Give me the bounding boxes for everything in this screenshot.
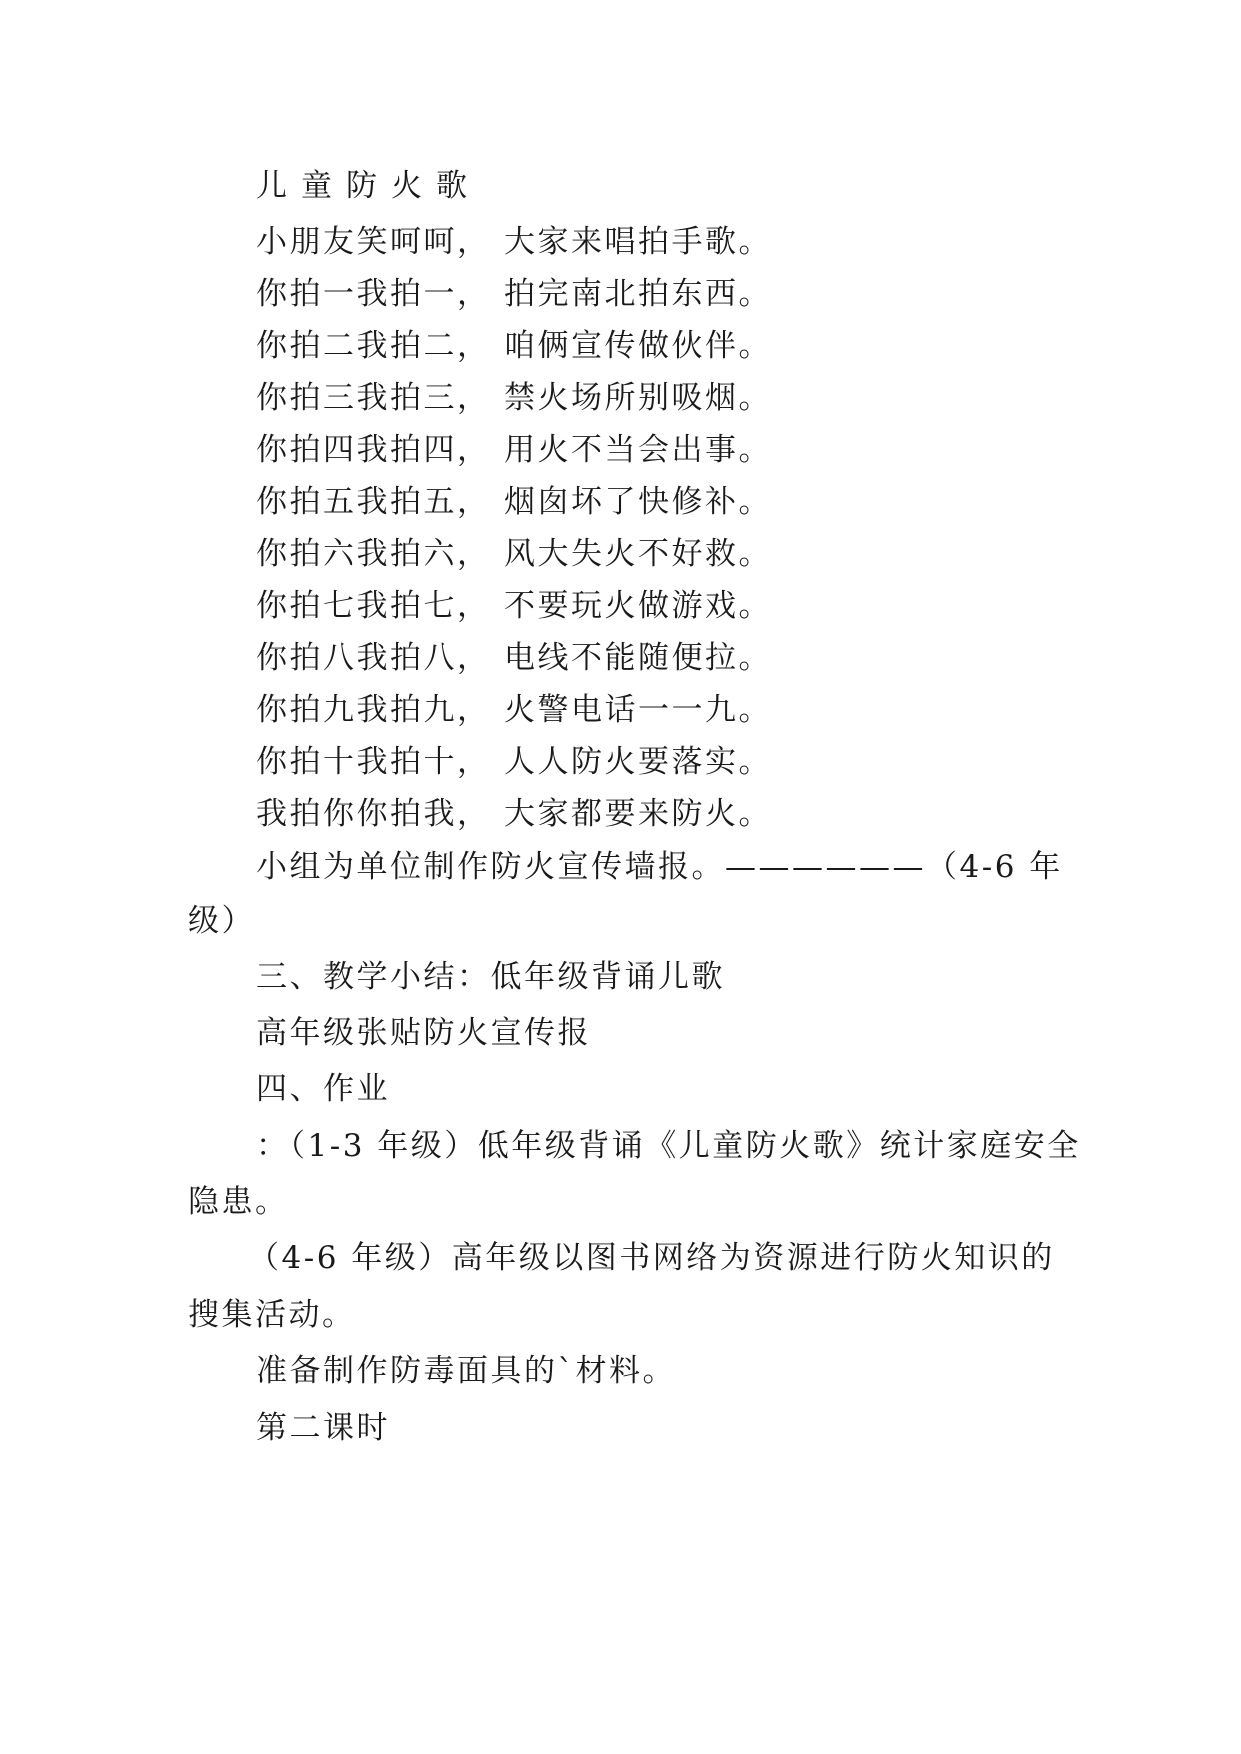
homework-high-grade-continued: 搜集活动。 [188, 1297, 356, 1333]
verse-second-half: 不要玩火做游戏。 [504, 588, 772, 624]
verse-second-half: 风大失火不好救。 [504, 536, 772, 572]
materials-paragraph: 准备制作防毒面具的`材料。 [256, 1353, 676, 1389]
verse-line [256, 432, 772, 468]
verse-second-half: 大家来唱拍手歌。 [504, 224, 772, 260]
teaching-summary-high-grade: 高年级张贴防火宣传报 [256, 1015, 591, 1051]
verse-first-half: 你拍三我拍三， [256, 380, 491, 416]
verse-first-half: 你拍二我拍二， [256, 328, 491, 364]
poem-title: 儿童防火歌 [256, 168, 481, 204]
verse-first-half: 你拍五我拍五， [256, 484, 491, 520]
verse-line [256, 588, 772, 624]
teaching-summary: 三、教学小结：低年级背诵儿歌 [256, 959, 725, 995]
homework-low-grade-continued: 隐患。 [188, 1184, 289, 1220]
verse-line [256, 276, 772, 312]
verse-second-half: 人人防火要落实。 [504, 744, 772, 780]
verse-second-half: 咱俩宣传做伙伴。 [504, 328, 772, 364]
verse-first-half: 你拍十我拍十， [256, 744, 491, 780]
verse-first-half: 你拍九我拍九， [256, 692, 491, 728]
verse-line [256, 328, 772, 364]
verse-first-half: 你拍八我拍八， [256, 640, 491, 676]
verse-line [256, 484, 772, 520]
verse-second-half: 用火不当会出事。 [504, 432, 772, 468]
verse-line [256, 796, 772, 832]
verse-line [256, 536, 772, 572]
verse-first-half: 你拍七我拍七， [256, 588, 491, 624]
verse-second-half: 电线不能随便拉。 [504, 640, 772, 676]
verse-line [256, 640, 772, 676]
verse-second-half: 大家都要来防火。 [504, 796, 772, 832]
homework-low-grade: ：（1-3 年级）低年级背诵《儿童防火歌》统计家庭安全 [256, 1128, 1081, 1164]
verse-line [256, 692, 772, 728]
verse-first-half: 你拍六我拍六， [256, 536, 491, 572]
verse-first-half: 你拍四我拍四， [256, 432, 491, 468]
verse-line [256, 744, 772, 780]
verse-second-half: 火警电话一一九。 [504, 692, 772, 728]
homework-high-grade: （4-6 年级）高年级以图书网络为资源进行防火知识的 [248, 1240, 1055, 1276]
second-lesson-heading: 第二课时 [256, 1410, 390, 1446]
verse-line [256, 380, 772, 416]
verse-second-half: 禁火场所别吸烟。 [504, 380, 772, 416]
wall-report-paragraph: 小组为单位制作防火宣传墙报。——————（4-6 年 [256, 849, 1063, 885]
homework-heading: 四、作业 [256, 1071, 390, 1107]
verse-second-half: 烟囱坏了快修补。 [504, 484, 772, 520]
verse-first-half: 小朋友笑呵呵， [256, 224, 491, 260]
verse-line [256, 224, 772, 260]
wall-report-paragraph-continued: 级） [188, 903, 255, 939]
verse-second-half: 拍完南北拍东西。 [504, 276, 772, 312]
verse-first-half: 你拍一我拍一， [256, 276, 491, 312]
verse-first-half: 我拍你你拍我， [256, 796, 491, 832]
